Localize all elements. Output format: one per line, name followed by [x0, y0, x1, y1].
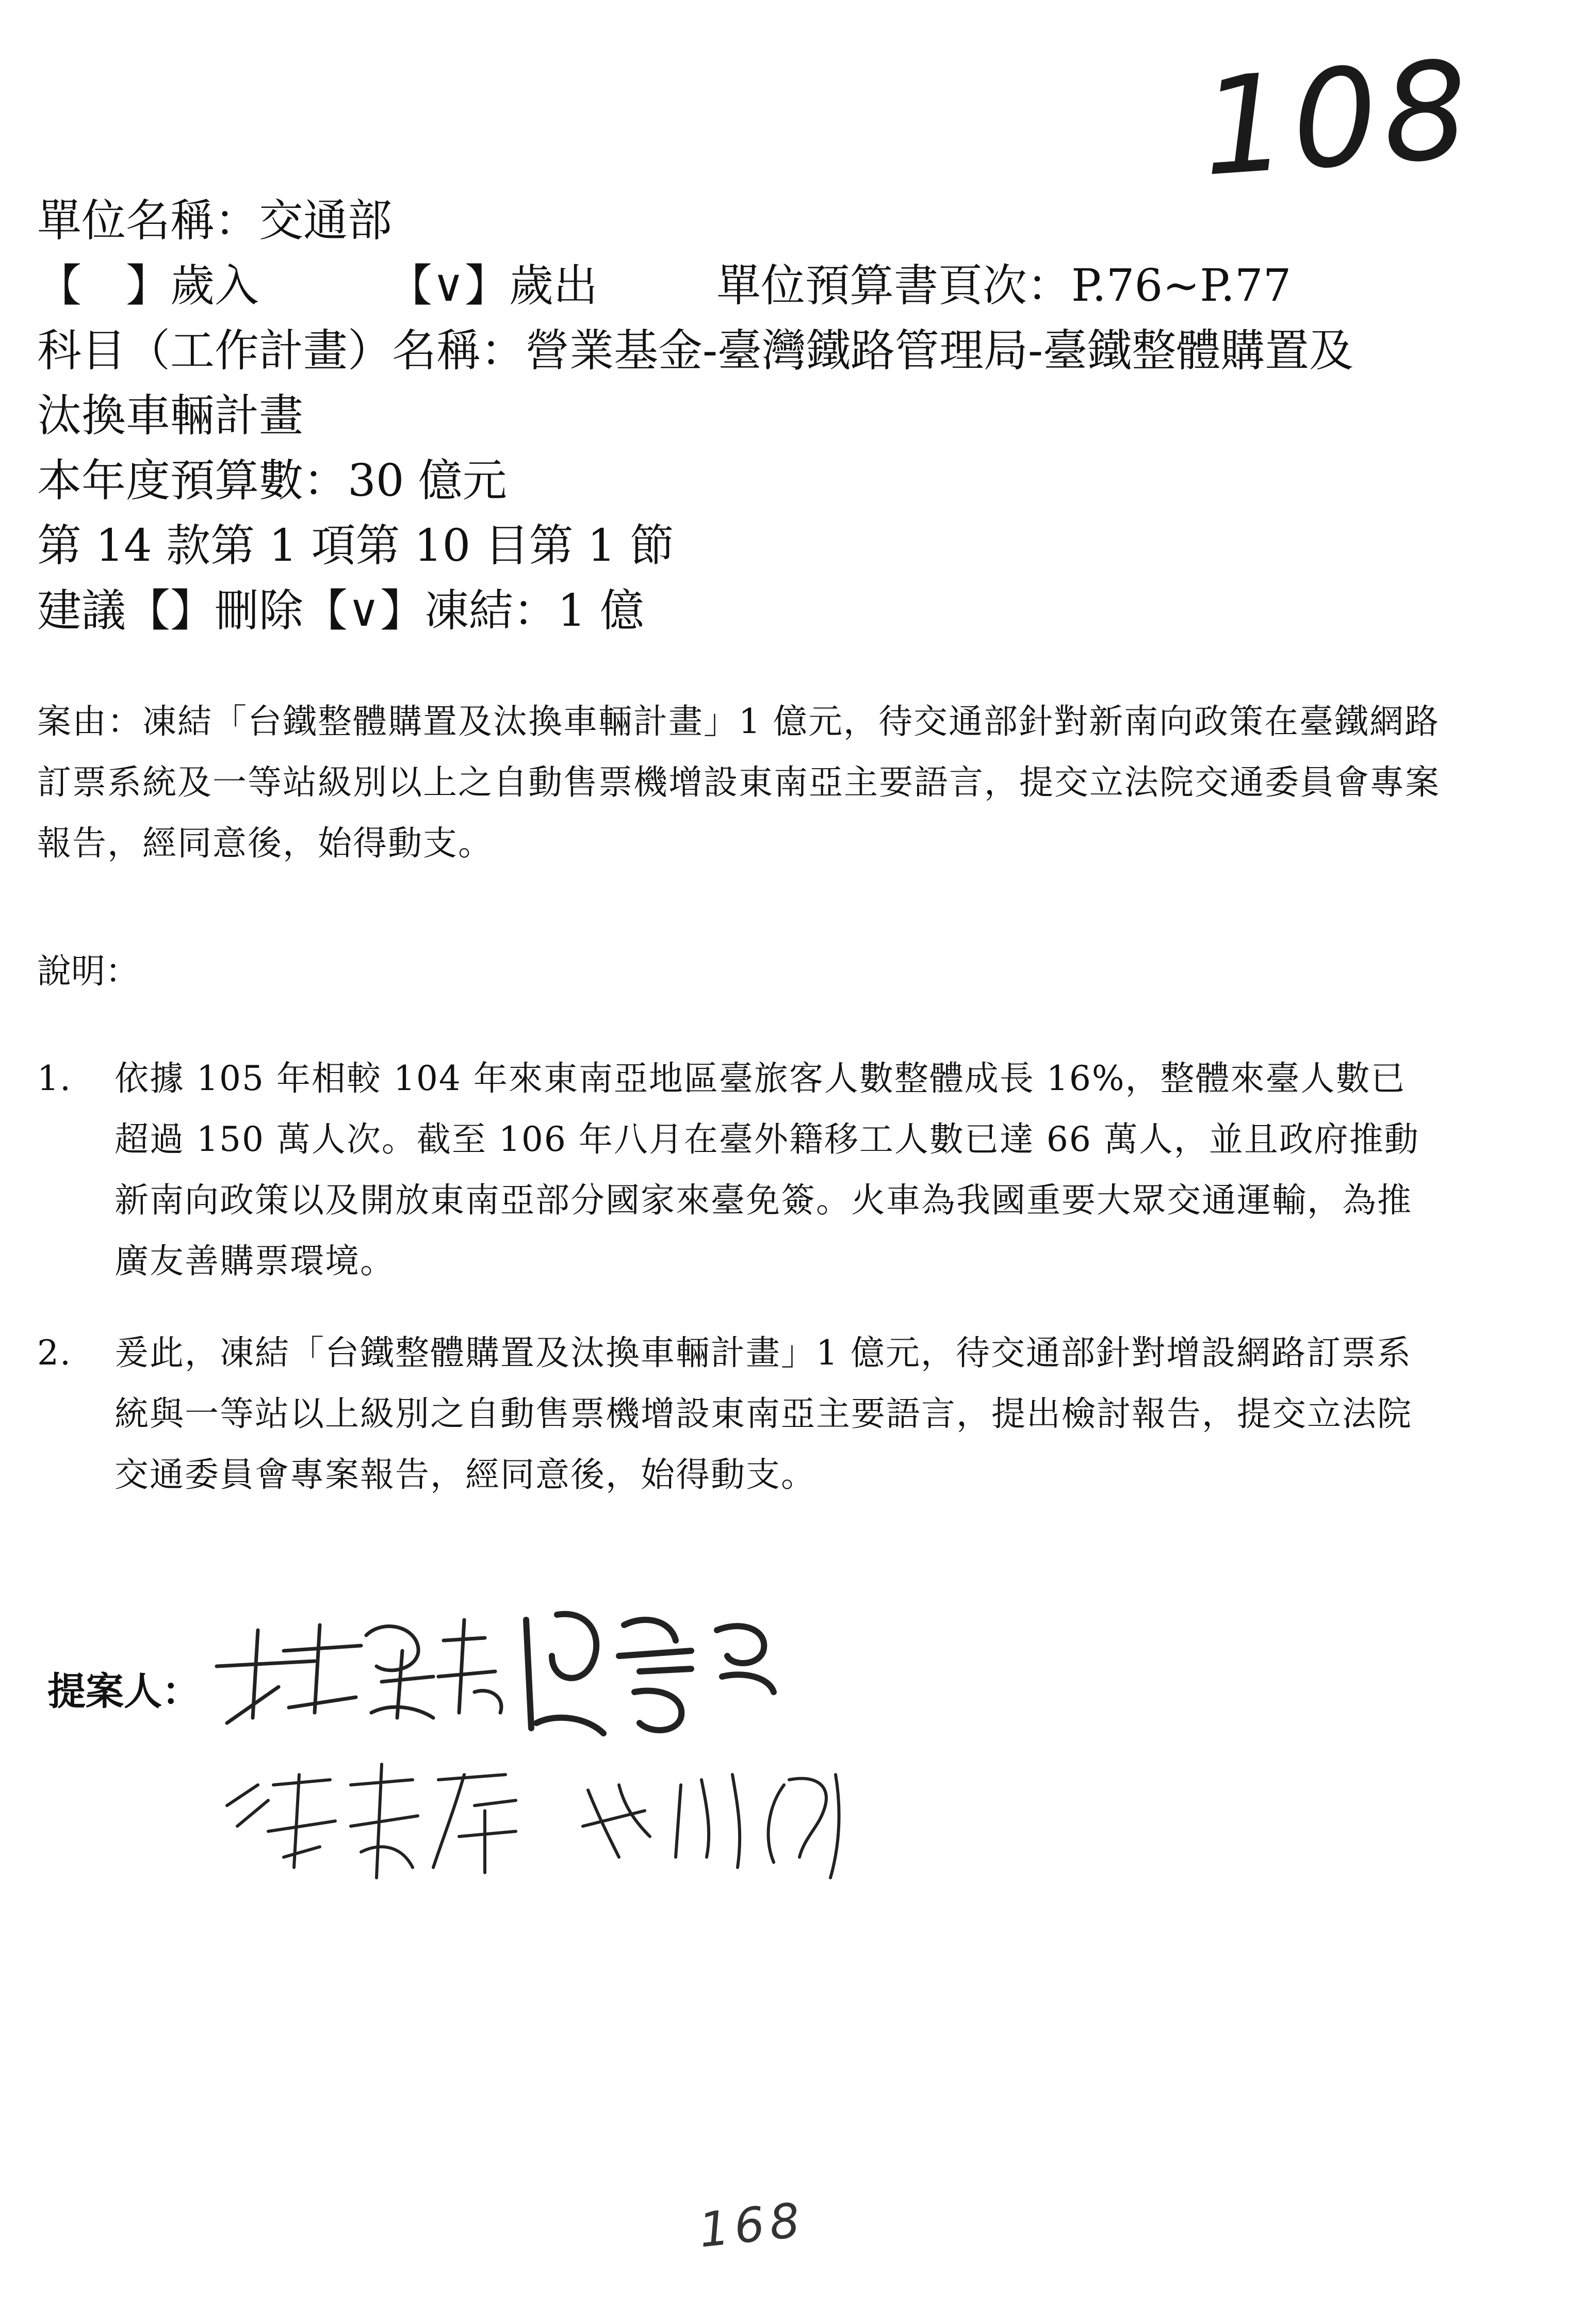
note-item-1	[37, 1048, 1440, 1292]
signature-1	[217, 1620, 501, 1723]
note-item-text: 爰此，凍結「台鐵整體購置及汰換車輛計畫」1 億元，待交通部針對增設網路訂票系統與一等站以上級別之自動售票機增設東南亞主要語言，提出檢討報告，提交立法院交通委員會專案報告，經同意後，始得動支。	[115, 1333, 1412, 1494]
signature-3	[227, 1764, 516, 1878]
document-header	[37, 188, 1543, 643]
unit-name: 單位名稱：交通部	[37, 195, 392, 247]
handwritten-page-number-top: 108	[1197, 32, 1479, 206]
document-body	[37, 691, 1440, 1536]
note-item-text: 依據 105 年相較 104 年來東南亞地區臺旅客人數整體成長 16%，整體來臺人數已超過 150 萬人次。截至 106 年八月在臺外籍移工人數已達 66 萬人，並且政府推動新南向政策以及開放東南亞部分國家來臺免簽。火車為我國重要大眾交通運輸，為推廣友善購票環境。	[115, 1059, 1419, 1281]
case-paragraph: 案由：凍結「台鐵整體購置及汰換車輛計畫」1 億元，待交通部針對新南向政策在臺鐵網路訂票系統及一等站級別以上之自動售票機增設東南亞主要語言，提交立法院交通委員會專案報告，經同意後，始得動支。	[37, 702, 1440, 863]
handwritten-page-number-bottom: 168	[696, 2192, 808, 2258]
budget-pages: 單位預算書頁次：P.76~P.77	[716, 260, 1292, 312]
note-item-number: 2.	[37, 1333, 72, 1373]
signature-2	[526, 1614, 774, 1733]
subject-line-2: 汰換車輛計畫	[37, 390, 303, 442]
notes-label: 說明：	[37, 951, 139, 991]
proposer-label: 提案人：	[47, 1669, 200, 1714]
signature-4	[583, 1775, 839, 1878]
handwritten-signatures	[196, 1589, 1073, 1898]
section-reference: 第 14 款第 1 項第 10 目第 1 節	[37, 520, 674, 572]
proposal-line: 建議【】刪除【∨】凍結：1 億	[37, 585, 644, 637]
note-item-2	[37, 1323, 1440, 1505]
expenditure-checkbox-label: 【∨】歲出	[388, 260, 598, 312]
note-item-number: 1.	[37, 1059, 72, 1098]
budget-type-line	[37, 253, 1543, 318]
revenue-checkbox-label: 【 】歲入	[37, 260, 259, 312]
subject-line-1: 科目（工作計畫）名稱：營業基金-臺灣鐵路管理局-臺鐵整體購置及	[37, 325, 1354, 377]
budget-amount: 本年度預算數：30 億元	[37, 455, 507, 507]
signature-scribbles	[196, 1589, 1073, 1898]
